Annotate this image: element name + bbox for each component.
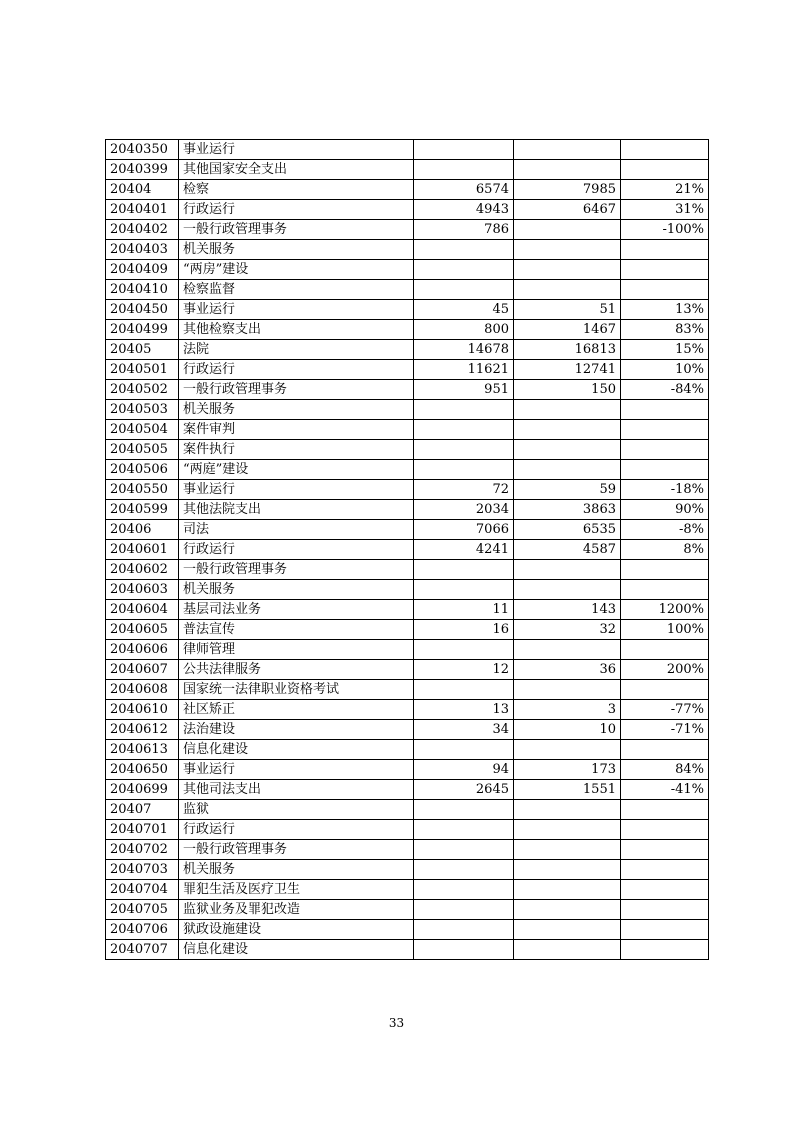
account-name-cell: 社区矫正 <box>179 700 414 720</box>
account-code-cell: 2040503 <box>106 400 179 420</box>
prior-amount-cell <box>414 840 514 860</box>
change-percent-cell <box>621 900 709 920</box>
prior-amount-cell <box>414 920 514 940</box>
account-code-cell: 20407 <box>106 800 179 820</box>
change-percent-cell <box>621 860 709 880</box>
table-row <box>106 240 709 260</box>
change-percent-cell <box>621 420 709 440</box>
current-amount-cell <box>514 140 621 160</box>
account-name-cell: 其他检察支出 <box>179 320 414 340</box>
table-row <box>106 520 709 540</box>
change-percent-cell <box>621 920 709 940</box>
account-name-cell: 事业运行 <box>179 300 414 320</box>
change-percent-cell <box>621 880 709 900</box>
current-amount-cell: 7985 <box>514 180 621 200</box>
change-percent-cell: 200% <box>621 660 709 680</box>
current-amount-cell <box>514 680 621 700</box>
change-percent-cell: 13% <box>621 300 709 320</box>
account-name-cell: 案件执行 <box>179 440 414 460</box>
current-amount-cell: 1551 <box>514 780 621 800</box>
current-amount-cell: 4587 <box>514 540 621 560</box>
table-row <box>106 340 709 360</box>
current-amount-cell <box>514 160 621 180</box>
prior-amount-cell <box>414 940 514 960</box>
current-amount-cell: 36 <box>514 660 621 680</box>
account-name-cell: 信息化建设 <box>179 740 414 760</box>
table-row <box>106 920 709 940</box>
prior-amount-cell: 94 <box>414 760 514 780</box>
prior-amount-cell: 14678 <box>414 340 514 360</box>
change-percent-cell: -84% <box>621 380 709 400</box>
prior-amount-cell: 951 <box>414 380 514 400</box>
table-row <box>106 940 709 960</box>
table-row <box>106 280 709 300</box>
prior-amount-cell: 800 <box>414 320 514 340</box>
change-percent-cell <box>621 800 709 820</box>
current-amount-cell <box>514 860 621 880</box>
account-name-cell: 机关服务 <box>179 400 414 420</box>
prior-amount-cell <box>414 240 514 260</box>
prior-amount-cell: 7066 <box>414 520 514 540</box>
table-row <box>106 360 709 380</box>
table-row <box>106 740 709 760</box>
prior-amount-cell: 786 <box>414 220 514 240</box>
account-code-cell: 2040506 <box>106 460 179 480</box>
account-name-cell: 一般行政管理事务 <box>179 560 414 580</box>
prior-amount-cell <box>414 400 514 420</box>
current-amount-cell <box>514 400 621 420</box>
prior-amount-cell <box>414 820 514 840</box>
change-percent-cell <box>621 840 709 860</box>
current-amount-cell <box>514 440 621 460</box>
account-name-cell: 检察 <box>179 180 414 200</box>
account-code-cell: 2040707 <box>106 940 179 960</box>
change-percent-cell <box>621 580 709 600</box>
table-row <box>106 380 709 400</box>
account-name-cell: 信息化建设 <box>179 940 414 960</box>
prior-amount-cell: 34 <box>414 720 514 740</box>
account-code-cell: 2040705 <box>106 900 179 920</box>
account-name-cell: 行政运行 <box>179 200 414 220</box>
current-amount-cell <box>514 460 621 480</box>
table-row <box>106 860 709 880</box>
account-name-cell: 行政运行 <box>179 540 414 560</box>
current-amount-cell <box>514 560 621 580</box>
change-percent-cell: -8% <box>621 520 709 540</box>
account-name-cell: 其他国家安全支出 <box>179 160 414 180</box>
account-code-cell: 20404 <box>106 180 179 200</box>
change-percent-cell <box>621 940 709 960</box>
account-code-cell: 2040350 <box>106 140 179 160</box>
change-percent-cell: 15% <box>621 340 709 360</box>
current-amount-cell: 3863 <box>514 500 621 520</box>
current-amount-cell <box>514 420 621 440</box>
account-code-cell: 2040701 <box>106 820 179 840</box>
account-code-cell: 2040706 <box>106 920 179 940</box>
account-code-cell: 2040606 <box>106 640 179 660</box>
prior-amount-cell: 4943 <box>414 200 514 220</box>
current-amount-cell <box>514 840 621 860</box>
account-name-cell: 机关服务 <box>179 860 414 880</box>
account-code-cell: 20405 <box>106 340 179 360</box>
account-name-cell: 监狱业务及罪犯改造 <box>179 900 414 920</box>
prior-amount-cell: 13 <box>414 700 514 720</box>
account-name-cell: 国家统一法律职业资格考试 <box>179 680 414 700</box>
current-amount-cell: 10 <box>514 720 621 740</box>
current-amount-cell <box>514 900 621 920</box>
account-code-cell: 2040403 <box>106 240 179 260</box>
change-percent-cell: 83% <box>621 320 709 340</box>
current-amount-cell <box>514 920 621 940</box>
account-code-cell: 20406 <box>106 520 179 540</box>
table-row <box>106 900 709 920</box>
current-amount-cell: 173 <box>514 760 621 780</box>
table-row <box>106 260 709 280</box>
account-code-cell: 2040605 <box>106 620 179 640</box>
account-code-cell: 2040604 <box>106 600 179 620</box>
budget-table <box>105 139 709 960</box>
account-code-cell: 2040550 <box>106 480 179 500</box>
change-percent-cell: 100% <box>621 620 709 640</box>
table-body <box>106 140 709 960</box>
prior-amount-cell <box>414 740 514 760</box>
change-percent-cell: -77% <box>621 700 709 720</box>
table-row <box>106 320 709 340</box>
change-percent-cell <box>621 400 709 420</box>
change-percent-cell: -18% <box>621 480 709 500</box>
current-amount-cell: 150 <box>514 380 621 400</box>
account-code-cell: 2040702 <box>106 840 179 860</box>
table-row <box>106 780 709 800</box>
change-percent-cell: 84% <box>621 760 709 780</box>
change-percent-cell: -41% <box>621 780 709 800</box>
prior-amount-cell: 12 <box>414 660 514 680</box>
account-name-cell: 其他法院支出 <box>179 500 414 520</box>
change-percent-cell <box>621 280 709 300</box>
current-amount-cell: 1467 <box>514 320 621 340</box>
table-row <box>106 660 709 680</box>
page-number: 33 <box>388 1016 405 1030</box>
account-code-cell: 2040601 <box>106 540 179 560</box>
account-name-cell: 案件审判 <box>179 420 414 440</box>
table-row <box>106 300 709 320</box>
table-row <box>106 640 709 660</box>
current-amount-cell: 59 <box>514 480 621 500</box>
account-name-cell: 事业运行 <box>179 140 414 160</box>
current-amount-cell <box>514 740 621 760</box>
table-row <box>106 560 709 580</box>
account-code-cell: 2040402 <box>106 220 179 240</box>
prior-amount-cell: 72 <box>414 480 514 500</box>
account-name-cell: 基层司法业务 <box>179 600 414 620</box>
change-percent-cell <box>621 160 709 180</box>
account-code-cell: 2040650 <box>106 760 179 780</box>
account-code-cell: 2040450 <box>106 300 179 320</box>
current-amount-cell: 6467 <box>514 200 621 220</box>
prior-amount-cell <box>414 560 514 580</box>
account-name-cell: 事业运行 <box>179 760 414 780</box>
change-percent-cell: -100% <box>621 220 709 240</box>
current-amount-cell <box>514 580 621 600</box>
current-amount-cell <box>514 820 621 840</box>
current-amount-cell <box>514 800 621 820</box>
prior-amount-cell <box>414 280 514 300</box>
current-amount-cell <box>514 260 621 280</box>
table-row <box>106 600 709 620</box>
prior-amount-cell <box>414 260 514 280</box>
prior-amount-cell: 45 <box>414 300 514 320</box>
table-row <box>106 580 709 600</box>
table-row <box>106 880 709 900</box>
prior-amount-cell <box>414 580 514 600</box>
current-amount-cell <box>514 940 621 960</box>
account-code-cell: 2040599 <box>106 500 179 520</box>
account-name-cell: 律师管理 <box>179 640 414 660</box>
change-percent-cell: 8% <box>621 540 709 560</box>
account-code-cell: 2040607 <box>106 660 179 680</box>
change-percent-cell <box>621 820 709 840</box>
account-code-cell: 2040410 <box>106 280 179 300</box>
current-amount-cell <box>514 280 621 300</box>
account-name-cell: 公共法律服务 <box>179 660 414 680</box>
current-amount-cell: 16813 <box>514 340 621 360</box>
prior-amount-cell: 11 <box>414 600 514 620</box>
account-code-cell: 2040703 <box>106 860 179 880</box>
change-percent-cell: 1200% <box>621 600 709 620</box>
table-row <box>106 420 709 440</box>
table-row <box>106 820 709 840</box>
account-name-cell: 普法宣传 <box>179 620 414 640</box>
account-name-cell: 机关服务 <box>179 240 414 260</box>
prior-amount-cell <box>414 440 514 460</box>
account-code-cell: 2040699 <box>106 780 179 800</box>
prior-amount-cell: 2645 <box>414 780 514 800</box>
account-code-cell: 2040612 <box>106 720 179 740</box>
account-code-cell: 2040502 <box>106 380 179 400</box>
account-name-cell: 狱政设施建设 <box>179 920 414 940</box>
change-percent-cell <box>621 460 709 480</box>
account-code-cell: 2040409 <box>106 260 179 280</box>
prior-amount-cell <box>414 640 514 660</box>
account-code-cell: 2040602 <box>106 560 179 580</box>
table-row <box>106 220 709 240</box>
table-row <box>106 720 709 740</box>
table-row <box>106 500 709 520</box>
account-code-cell: 2040399 <box>106 160 179 180</box>
table-row <box>106 140 709 160</box>
change-percent-cell: 31% <box>621 200 709 220</box>
table-row <box>106 400 709 420</box>
change-percent-cell: -71% <box>621 720 709 740</box>
prior-amount-cell: 11621 <box>414 360 514 380</box>
prior-amount-cell <box>414 900 514 920</box>
current-amount-cell: 32 <box>514 620 621 640</box>
account-code-cell: 2040499 <box>106 320 179 340</box>
current-amount-cell: 6535 <box>514 520 621 540</box>
change-percent-cell: 10% <box>621 360 709 380</box>
change-percent-cell <box>621 740 709 760</box>
table-row <box>106 460 709 480</box>
prior-amount-cell: 2034 <box>414 500 514 520</box>
account-code-cell: 2040610 <box>106 700 179 720</box>
table-row <box>106 800 709 820</box>
prior-amount-cell: 16 <box>414 620 514 640</box>
prior-amount-cell <box>414 860 514 880</box>
table-row <box>106 760 709 780</box>
account-code-cell: 2040613 <box>106 740 179 760</box>
change-percent-cell <box>621 240 709 260</box>
account-name-cell: 事业运行 <box>179 480 414 500</box>
change-percent-cell <box>621 260 709 280</box>
prior-amount-cell <box>414 160 514 180</box>
account-name-cell: 监狱 <box>179 800 414 820</box>
account-name-cell: 司法 <box>179 520 414 540</box>
change-percent-cell <box>621 560 709 580</box>
table-row <box>106 620 709 640</box>
table-row <box>106 200 709 220</box>
change-percent-cell: 90% <box>621 500 709 520</box>
table-row <box>106 160 709 180</box>
current-amount-cell: 12741 <box>514 360 621 380</box>
current-amount-cell <box>514 240 621 260</box>
account-name-cell: 行政运行 <box>179 820 414 840</box>
prior-amount-cell <box>414 800 514 820</box>
account-name-cell: 检察监督 <box>179 280 414 300</box>
change-percent-cell: 21% <box>621 180 709 200</box>
table-row <box>106 180 709 200</box>
account-name-cell: 法院 <box>179 340 414 360</box>
table-row <box>106 680 709 700</box>
account-code-cell: 2040505 <box>106 440 179 460</box>
change-percent-cell <box>621 640 709 660</box>
account-name-cell: 一般行政管理事务 <box>179 840 414 860</box>
current-amount-cell <box>514 640 621 660</box>
account-name-cell: “两庭”建设 <box>179 460 414 480</box>
account-code-cell: 2040401 <box>106 200 179 220</box>
account-name-cell: 法治建设 <box>179 720 414 740</box>
account-name-cell: 一般行政管理事务 <box>179 220 414 240</box>
prior-amount-cell <box>414 140 514 160</box>
current-amount-cell: 51 <box>514 300 621 320</box>
table-row <box>106 840 709 860</box>
current-amount-cell: 143 <box>514 600 621 620</box>
prior-amount-cell <box>414 680 514 700</box>
account-name-cell: “两房”建设 <box>179 260 414 280</box>
change-percent-cell <box>621 680 709 700</box>
account-code-cell: 2040608 <box>106 680 179 700</box>
account-code-cell: 2040504 <box>106 420 179 440</box>
account-code-cell: 2040704 <box>106 880 179 900</box>
table-row <box>106 480 709 500</box>
account-name-cell: 一般行政管理事务 <box>179 380 414 400</box>
prior-amount-cell <box>414 420 514 440</box>
current-amount-cell <box>514 220 621 240</box>
prior-amount-cell: 6574 <box>414 180 514 200</box>
account-code-cell: 2040603 <box>106 580 179 600</box>
account-name-cell: 其他司法支出 <box>179 780 414 800</box>
account-name-cell: 行政运行 <box>179 360 414 380</box>
account-code-cell: 2040501 <box>106 360 179 380</box>
prior-amount-cell <box>414 460 514 480</box>
prior-amount-cell <box>414 880 514 900</box>
table-row <box>106 700 709 720</box>
prior-amount-cell: 4241 <box>414 540 514 560</box>
table-row <box>106 440 709 460</box>
change-percent-cell <box>621 140 709 160</box>
change-percent-cell <box>621 440 709 460</box>
table-row <box>106 540 709 560</box>
account-name-cell: 罪犯生活及医疗卫生 <box>179 880 414 900</box>
account-name-cell: 机关服务 <box>179 580 414 600</box>
current-amount-cell: 3 <box>514 700 621 720</box>
current-amount-cell <box>514 880 621 900</box>
